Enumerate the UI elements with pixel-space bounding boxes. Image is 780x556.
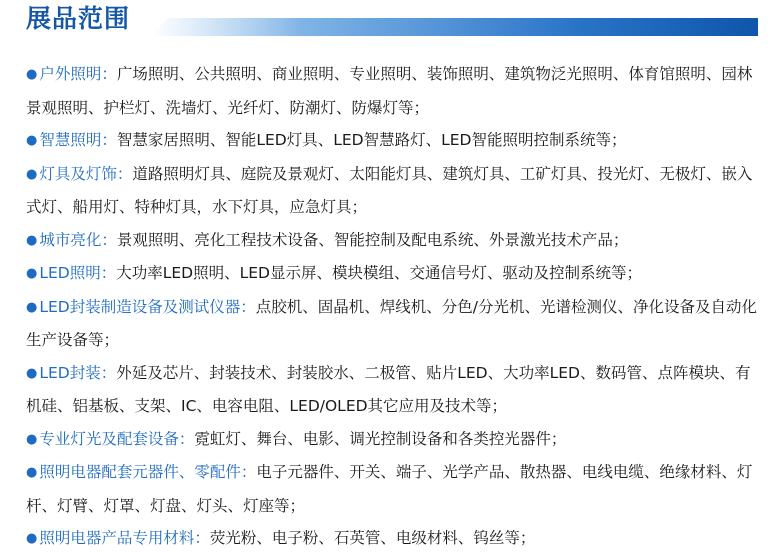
item-text: 点胶机、固晶机、焊线机、分色/分光机、光谱检测仪、净化设备及自动化生产设备等； <box>26 297 757 349</box>
item-text: 智慧家居照明、智能LED灯具、LED智慧路灯、LED智能照明控制系统等； <box>116 131 627 149</box>
item-label: LED封装制造设备及测试仪器： <box>39 297 256 316</box>
item-label: 照明电器配套元器件、零配件： <box>39 463 257 481</box>
bullet-icon: ● <box>26 465 38 480</box>
item-label: 智慧照明： <box>39 131 117 149</box>
bullet-icon: ● <box>26 67 38 82</box>
list-item <box>26 456 758 522</box>
item-text: 景观照明、亮化工程技术设备、智能控制及配电系统、外景激光技术产品； <box>116 230 629 249</box>
list-item <box>26 357 758 423</box>
item-label: LED封装： <box>39 363 117 382</box>
list-item <box>26 58 758 124</box>
bullet-icon: ● <box>26 431 38 447</box>
bullet-icon: ● <box>26 299 38 315</box>
item-label: 城市亮化： <box>39 230 117 249</box>
bullet-icon: ● <box>26 365 38 381</box>
bullet-icon: ● <box>26 531 38 546</box>
list-item <box>26 124 758 158</box>
item-text: 广场照明、公共照明、商业照明、专业照明、装饰照明、建筑物泛光照明、体育馆照明、园林景观照明、护栏灯、洗墙灯、光纤灯、防潮灯、防爆灯等； <box>26 65 753 117</box>
item-text: 荧光粉、电子粉、石英管、电级材料、钨丝等； <box>209 529 536 547</box>
list-item <box>26 158 758 224</box>
bullet-icon: ● <box>26 266 38 281</box>
list-item <box>26 224 758 258</box>
item-text: 外延及芯片、封装技术、封装胶水、二极管、贴片LED、大功率LED、数码管、点阵模块、有机硅、铝基板、支架、IC、电容电阻、LED/OLED其它应用及技术等； <box>26 363 751 415</box>
item-label: 灯具及灯饰： <box>39 164 133 183</box>
item-label: 户外照明： <box>39 65 117 83</box>
list-item <box>26 291 758 357</box>
item-label: 专业灯光及配套设备： <box>39 429 195 448</box>
item-label: 照明电器产品专用材料： <box>39 529 210 547</box>
section-title: 展品范围 <box>26 4 131 33</box>
bullet-icon: ● <box>26 133 38 148</box>
bullet-icon: ● <box>26 166 38 182</box>
item-label: LED照明： <box>39 264 117 282</box>
section-header <box>0 0 780 40</box>
list-item <box>26 257 758 291</box>
bullet-icon: ● <box>26 232 38 248</box>
exhibit-list <box>26 58 758 556</box>
item-text: 霓虹灯、舞台、电影、调光控制设备和各类控光器件； <box>194 429 567 448</box>
list-item <box>26 423 758 457</box>
list-item <box>26 522 758 556</box>
item-text: 道路照明灯具、庭院及景观灯、太阳能灯具、建筑灯具、工矿灯具、投光灯、无极灯、嵌入式灯、船用灯、特种灯具，水下灯具，应急灯具； <box>26 164 753 216</box>
item-text: 电子元器件、开关、端子、光学产品、散热器、电线电缆、绝缘材料、灯杆、灯臂、灯罩、灯盘、灯头、灯座等； <box>26 463 753 515</box>
item-text: 大功率LED照明、LED显示屏、模块模组、交通信号灯、驱动及控制系统等； <box>116 264 642 282</box>
